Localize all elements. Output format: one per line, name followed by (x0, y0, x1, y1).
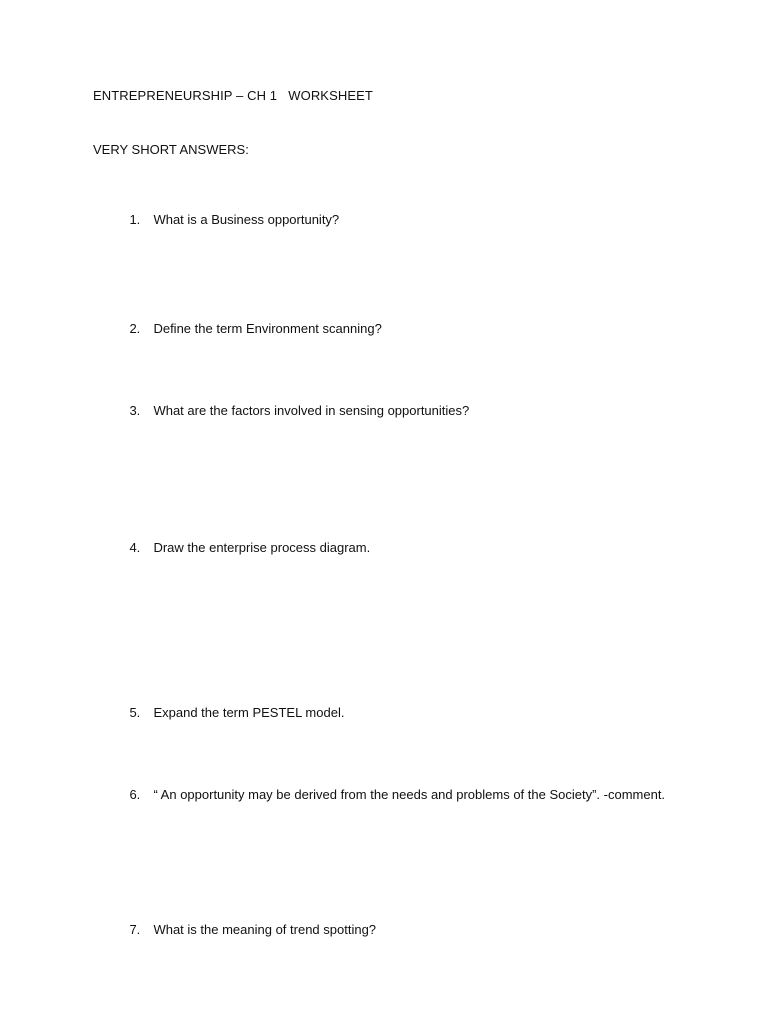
section-heading: VERY SHORT ANSWERS: (93, 142, 249, 157)
question-text: Define the term Environment scanning? (153, 321, 382, 336)
question-item (115, 690, 344, 735)
question-number: 1. (129, 212, 141, 227)
question-number: 5. (129, 705, 141, 720)
question-text: Draw the enterprise process diagram. (153, 540, 371, 555)
question-number: 6. (129, 787, 141, 802)
question-number: 2. (129, 321, 141, 336)
question-item (115, 388, 469, 433)
question-text: Expand the term PESTEL model. (153, 705, 345, 720)
question-text: “ An opportunity may be derived from the needs and problems of the Society”. -comment. (153, 787, 666, 802)
question-number: 3. (129, 403, 141, 418)
question-item (115, 772, 665, 817)
question-item (115, 306, 382, 351)
document-title: ENTREPRENEURSHIP – CH 1 WORKSHEET (93, 88, 373, 103)
question-number: 7. (129, 922, 141, 937)
question-text: What is the meaning of trend spotting? (153, 922, 377, 937)
question-number: 4. (129, 540, 141, 555)
question-item (115, 907, 376, 952)
question-text: What are the factors involved in sensing opportunities? (153, 403, 470, 418)
question-item (115, 525, 370, 570)
question-text: What is a Business opportunity? (153, 212, 340, 227)
question-item (115, 197, 339, 242)
